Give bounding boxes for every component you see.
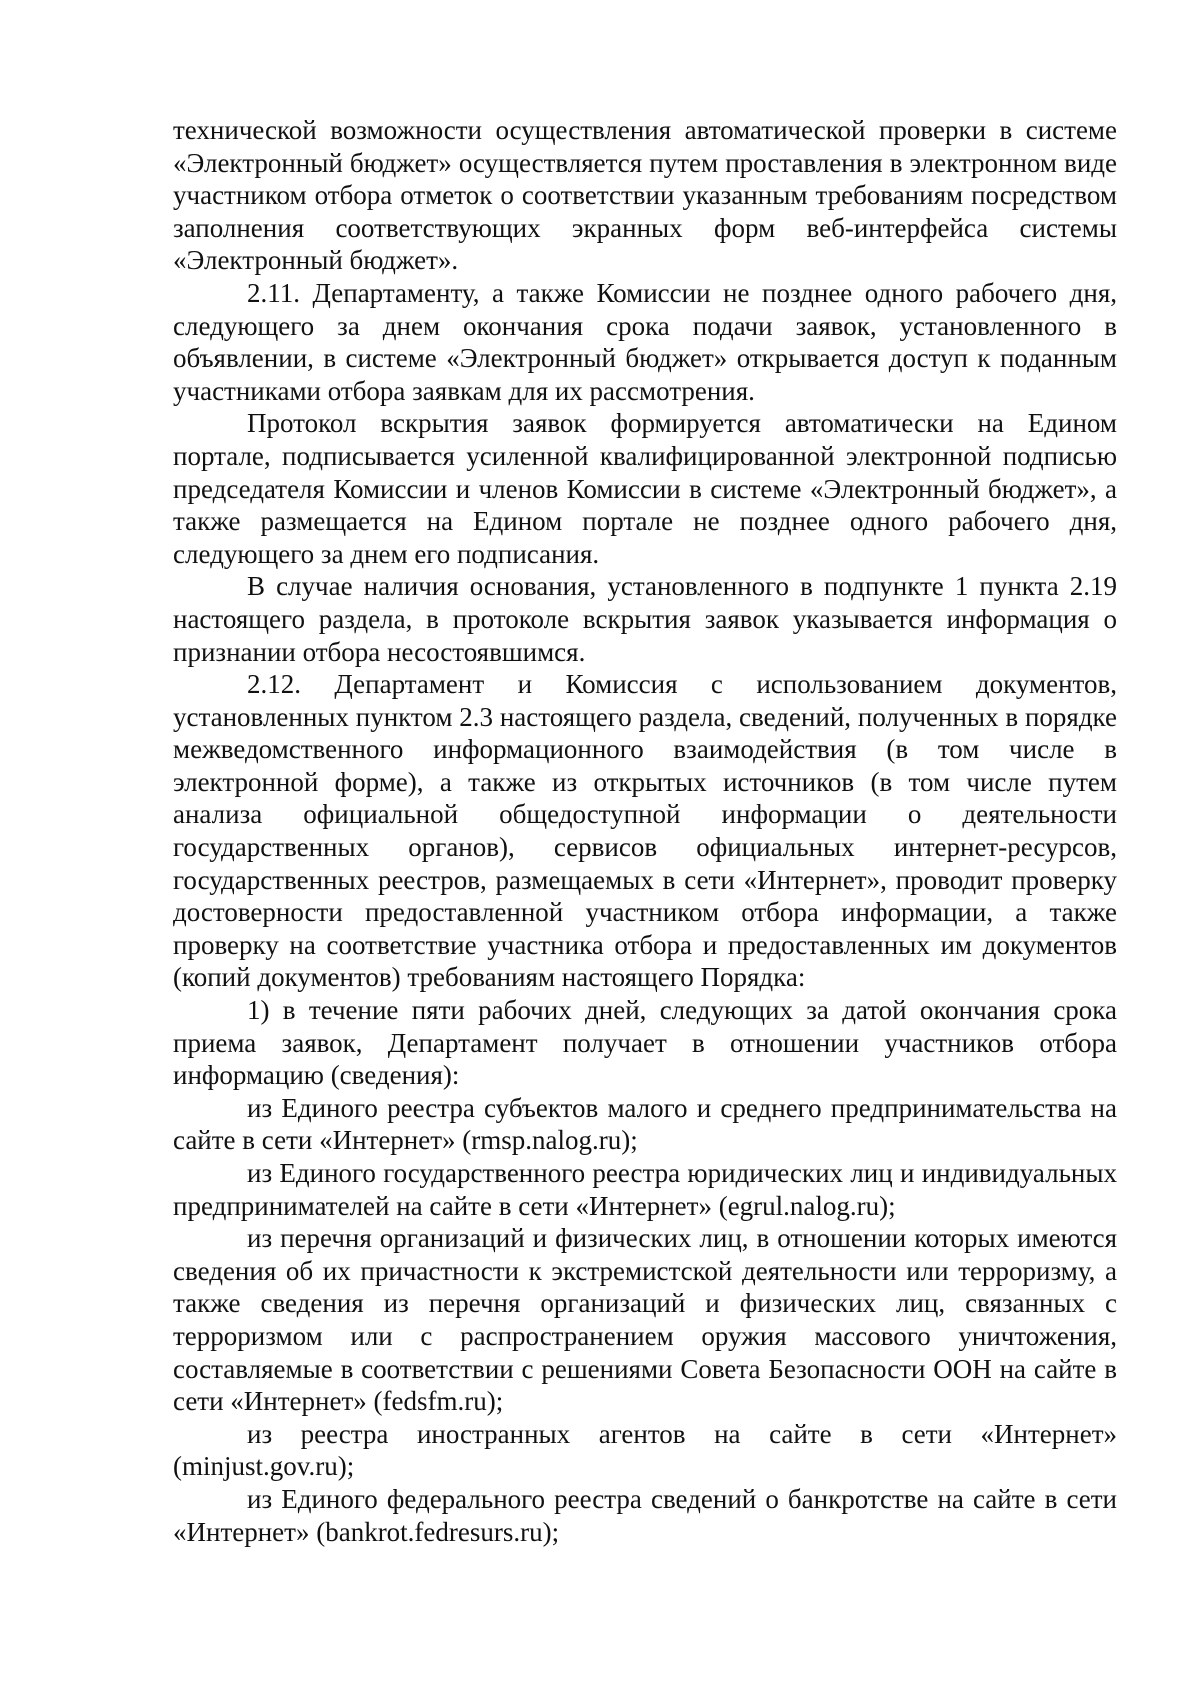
list-item-egrul: из Единого государственного реестра юридических лиц и индивидуальных предпринимателей на сайте в сети «Интернет» (egrul.nalog.ru); xyxy=(173,1158,1117,1221)
list-item-rmsp: из Единого реестра субъектов малого и среднего предпринимательства на сайте в сети «Интернет» (rmsp.nalog.ru); xyxy=(173,1092,1117,1156)
list-item-fedsfm: из перечня организаций и физических лиц, в отношении которых имеются сведения об их причастности к экстремистской деятельности или терроризму, а также сведения из перечня организаций и физических лиц, связанных с терроризмом или с распространением оружия массового уничтожения, составляемые в соответствии с решениями Совета Безопасности ООН на сайте в сети «Интернет» (fedsfm.ru); xyxy=(173,1223,1117,1417)
document-body xyxy=(173,114,1117,1548)
paragraph-subitem-1: 1) в течение пяти рабочих дней, следующих за датой окончания срока приема заявок, Департамент получает в отношении участников отбора информацию (сведения): xyxy=(173,995,1117,1091)
paragraph-failed-selection: В случае наличия основания, установленного в подпункте 1 пункта 2.19 настоящего раздела, в протоколе вскрытия заявок указывается информация о признании отбора несостоявшимся. xyxy=(173,571,1117,667)
list-item-minjust: из реестра иностранных агентов на сайте в сети «Интернет» (minjust.gov.ru); xyxy=(173,1418,1117,1482)
paragraph-2-12: 2.12. Департамент и Комиссия с использованием документов, установленных пунктом 2.3 настоящего раздела, сведений, полученных в порядке межведомственного информационного взаимодействия (в том числе в электронной форме), а также из открытых источников (в том числе путем анализа официальной общедоступной информации о деятельности государственных органов), сервисов официальных интернет-ресурсов, государственных реестров, размещаемых в сети «Интернет», проводит проверку достоверности предоставленной участником отбора информации, а также проверку на соответствие участника отбора и предоставленных им документов (копий документов) требованиям настоящего Порядка: xyxy=(173,669,1117,993)
list-item-fedresurs: из Единого федерального реестра сведений о банкротстве на сайте в сети «Интернет» (bankrot.fedresurs.ru); xyxy=(173,1483,1117,1547)
paragraph-continuation: технической возможности осуществления автоматической проверки в системе «Электронный бюджет» осуществляется путем проставления в электронном виде участником отбора отметок о соответствии указанным требованиям посредством заполнения соответствующих экранных форм веб-интерфейса системы «Электронный бюджет». xyxy=(173,115,1117,276)
paragraph-2-11: 2.11. Департаменту, а также Комиссии не позднее одного рабочего дня, следующего за днем окончания срока подачи заявок, установленного в объявлении, в системе «Электронный бюджет» открывается доступ к поданным участниками отбора заявкам для их рассмотрения. xyxy=(173,277,1117,406)
paragraph-protocol: Протокол вскрытия заявок формируется автоматически на Едином портале, подписывается усиленной квалифицированной электронной подписью председателя Комиссии и членов Комиссии в системе «Электронный бюджет», а также размещается на Едином портале не позднее одного рабочего дня, следующего за днем его подписания. xyxy=(173,408,1117,569)
